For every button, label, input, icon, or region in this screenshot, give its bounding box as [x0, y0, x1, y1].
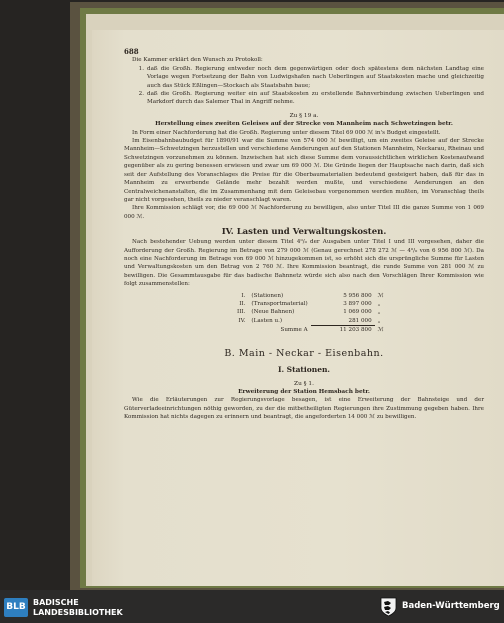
paragraph: Nach bestehender Uebung werden unter diesem Titel 4⁰/₀ der Ausgaben unter Titel I und III vorgesehen, daher die Aufforderung der Großh. Regierung im Betrage von 279 000 ℳ (Genau gerechnet 278 272 ℳ — 4⁰/₀ von 6 956 800 ℳ). Da noch eine Nachforderung im Betrage von 69 000 ℳ hinzugekommen ist, so erhöht sich die ursprüngliche Summe für Lasten und Verwaltungskosten um den Betrag von 2 760 ℳ. Ihre Kommission beantragt, die runde Summe von 281 000 ℳ zu bewilligen. Die Gesammtausgabe für das badische Bahnnetz würde sich also nach den Vorschlägen Ihrer Kommission wie folgt zusammenstellen:	[124, 239, 484, 288]
section-19a-subtitle: Herstellung eines zweiten Geleises auf der Strecke von Mannheim nach Schwetzingen betr.	[155, 121, 453, 128]
summary-amount: 5 956 800	[343, 292, 372, 299]
section-b-paragraph-heading: Zu § 1.	[294, 380, 314, 387]
summary-amount: 1 069 000	[343, 309, 372, 316]
summary-roman: I.	[241, 292, 246, 299]
baden-wuerttemberg-label[interactable]: Baden-Württemberg	[402, 601, 500, 611]
list-text: daß die Großh. Regierung entweder noch dem gegenwärtigen oder doch spätestens dem nächsten Landtag eine Vorlage wegen Fortsetzung der Bahn von Ludwigshafen nach Ueberlingen auf Staatskosten mache und gleichzeitig auch das Stück Eßlingen—Stockach als Staatsbahn baue;	[147, 65, 484, 89]
section-19a-heading: Zu § 19 a.	[289, 112, 319, 119]
section-iv-heading: IV. Lasten und Verwaltungskosten.	[221, 227, 387, 238]
summary-total-unit: ℳ	[377, 326, 384, 333]
table-row	[234, 308, 387, 316]
summary-total-amount: 11 203 800	[311, 326, 375, 335]
list-number: 1.	[138, 65, 144, 72]
summary-unit: „	[377, 300, 381, 307]
summary-label: (Transportmaterial)	[251, 300, 308, 307]
section-b-paragraph-subtitle: Erweiterung der Station Hemsbach betr.	[238, 389, 370, 395]
table-row	[234, 317, 387, 326]
summary-unit: ℳ	[377, 292, 384, 299]
section-b-heading: B. Main - Neckar - Eisenbahn.	[224, 347, 384, 359]
paragraph: Ihre Kommission schlägt vor, die 69 000 ℳ Nachforderung zu bewilligen, also unter Titel III die ganze Summe von 1 069 000 ℳ.	[124, 205, 484, 220]
list-number: 2.	[138, 91, 144, 98]
blb-name-line1: BADISCHE	[33, 598, 79, 607]
summary-roman: III.	[237, 309, 246, 316]
table-row-total	[234, 326, 387, 335]
table-row	[234, 292, 387, 300]
summary-label: (Lasten u.)	[251, 318, 283, 325]
intro-text: Die Kammer erklärt den Wunsch zu Protokoll:	[132, 57, 263, 64]
paragraph: Wie die Erläuterungen zur Regierungsvorlage besagen, ist eine Erweiterung der Bahnsteige und der Güterverladeeinrichtungen nöthig geworden, zu der die mitbetheiligten Regierungen ihre Zustimmung gegeben haben. Ihre Kommission hat nichts dagegen zu erinnern und beantragt, die angeforderten 14 000 ℳ zu bewilligen.	[124, 397, 484, 421]
coat-of-arms-icon	[379, 597, 398, 617]
section-b-subheading: I. Stationen.	[277, 364, 331, 374]
summary-table	[234, 292, 387, 335]
page-text	[124, 48, 484, 422]
summary-amount: 3 897 000	[343, 300, 372, 307]
blb-logo[interactable]: BLB	[4, 598, 28, 617]
list-text: daß die Großh. Regierung weiter ein auf Staatskosten zu erstellende Bahnverbindung zwischen Ueberlingen und Markdorf durch das Salemer Thal in Angriff nehme.	[147, 91, 484, 106]
summary-unit: „	[377, 318, 381, 325]
footer-bar	[0, 590, 504, 623]
summary-roman: IV.	[238, 318, 246, 325]
paragraph: In Form einer Nachforderung hat die Großh. Regierung unter diesem Titel 69 000 ℳ in's Budget eingestellt.	[132, 129, 441, 136]
summary-roman: II.	[239, 300, 246, 307]
summary-total-label: Summe A	[280, 326, 308, 333]
list-item	[124, 90, 484, 107]
summary-label: (Neue Bahnen)	[251, 309, 295, 316]
blb-name[interactable]	[33, 598, 123, 618]
paragraph: Im Eisenbahnbaubudget für 1890/91 war die Summe von 574 000 ℳ bewilligt, um ein zweites Geleise auf der Strecke Mannheim—Schwetzingen herzustellen und verschiedene Aenderungen auf den Stationen Mannheim, Neckarau, Rheinau und Schwetzingen vorzunehmen zu können. Inzwischen hat sich diese Summe dem voraussichtlichen wirklichen Kostenaufwand gegenüber als zu gering benessen erwiesen und zwar um 69 000 ℳ. Die Gründe liegen der Hauptsache nach darin, daß sich seit der Aufstellung des Voranschlages die Preise für die Oberbaumaterialien bedeutend gesteigert haben, daß für das in Mannheim zu erwerbende Gelände mehr bezahlt werden mußte, und verschiedene Aenderungen an den Centralweichenanstalten, die im Zusammenhang mit dem Geleisebau vorgenommen werden mußten, im Voranschlag theils gar nicht vorgesehen, theils zu nieder veranschlagt waren.	[124, 138, 484, 203]
summary-label: (Stationen)	[251, 292, 284, 299]
table-row	[234, 300, 387, 308]
summary-unit: „	[377, 309, 381, 316]
page-number: 688	[124, 47, 139, 56]
list-item	[124, 65, 484, 90]
blb-name-line2: LANDESBIBLIOTHEK	[33, 608, 123, 617]
book-page	[92, 30, 504, 586]
summary-amount: 281 000	[348, 317, 372, 324]
